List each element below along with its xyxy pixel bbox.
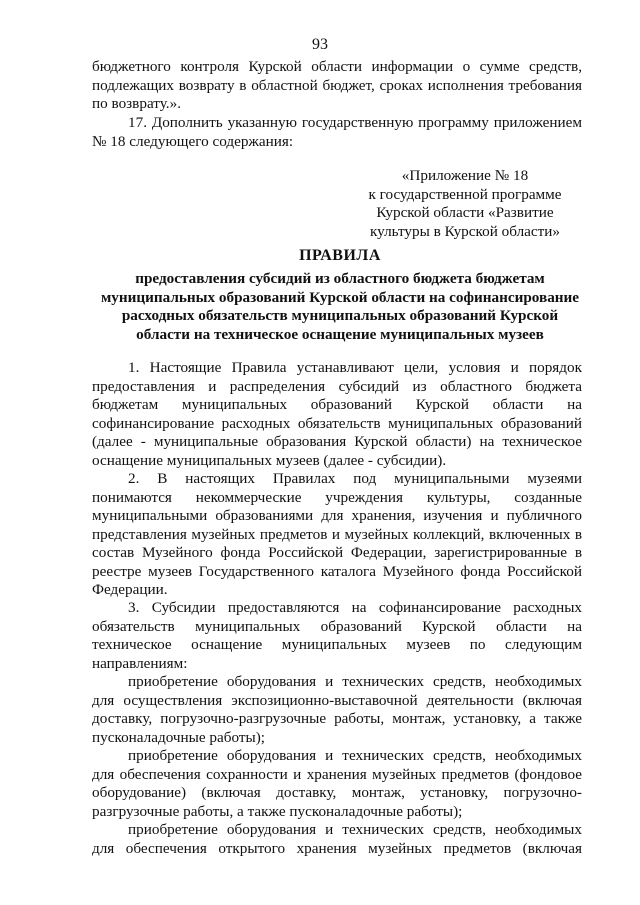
subtitle-line: предоставления субсидий из областного бюджета бюджетам	[135, 270, 545, 287]
paragraph-1	[92, 359, 582, 470]
text-line: понимаются некоммерческие учреждения культуры, созданные	[92, 488, 582, 506]
text-line: техническое оснащение муниципальных музеев по следующим	[92, 636, 582, 653]
text-line: приобретение оборудования и технических средств, необходимых	[128, 747, 582, 764]
text-line: приобретение оборудования и технических средств, необходимых	[128, 673, 582, 690]
text-line: 2. В настоящих Правилах под муниципальными музеями	[128, 470, 582, 487]
item-17-paragraph	[92, 114, 582, 151]
text-line: софинансирование расходных обязательств муниципальных образований	[92, 414, 582, 432]
appendix-line: Курской области «Развитие	[376, 204, 554, 221]
text-line: Федерации.	[92, 581, 168, 598]
subtitle-line: муниципальных образований Курской области на софинансирование	[100, 288, 580, 306]
appendix-line: «Приложение № 18	[401, 167, 529, 184]
text-line: бюджетного контроля Курской области информации о сумме средств,	[92, 58, 582, 75]
text-line: по возврату.».	[92, 95, 181, 112]
text-line: оснащение муниципальных музеев (далее - субсидии).	[92, 451, 447, 469]
intro-paragraph	[92, 58, 582, 114]
document-subtitle	[80, 270, 600, 344]
text-line: муниципальными образованиями для хранения, изучения и публичного	[92, 507, 582, 524]
text-line: реестре музеев Государственного каталога Музейного фонда Российской	[92, 562, 582, 580]
text-line: 17. Дополнить указанную государственную программу приложением	[128, 114, 582, 131]
text-line: пусконаладочные работы);	[92, 728, 265, 746]
text-line: разгрузочные работы, а также пусконаладочные работы);	[92, 802, 463, 820]
appendix-reference	[340, 167, 590, 241]
text-line: представления музейных предметов и музейных коллекций, включенных в	[92, 525, 582, 543]
appendix-line: к государственной программе	[368, 185, 562, 203]
page-number: 93	[312, 36, 328, 53]
text-line: подлежащих возврату в областной бюджет, сроках исполнения требования	[92, 76, 582, 94]
paragraph-2	[92, 470, 582, 600]
text-line: обязательств муниципальных образований Курской области на	[92, 617, 582, 635]
appendix-line: культуры в Курской области»	[369, 222, 560, 240]
text-line: для обеспечения сохранности и хранения музейных предметов (фондовое	[92, 765, 582, 783]
text-line: для осуществления экспозиционно-выставочной деятельности (включая	[92, 691, 582, 709]
subtitle-line: расходных обязательств муниципальных образований Курской	[121, 307, 559, 324]
paragraph-3	[92, 599, 582, 673]
text-line: бюджетам муниципальных образований Курской области на	[92, 396, 582, 413]
direction-3	[92, 821, 582, 858]
text-line: направлениям:	[92, 654, 188, 672]
text-line: приобретение оборудования и технических средств, необходимых	[128, 821, 582, 838]
document-title: ПРАВИЛА	[299, 247, 381, 264]
text-line: 3. Субсидии предоставляются на софинансирование расходных	[128, 599, 582, 616]
text-line: для обеспечения открытого хранения музейных предметов (включая	[92, 839, 582, 857]
text-line: (далее - муниципальные образования Курской области) на техническое	[92, 433, 582, 450]
direction-1	[92, 673, 582, 747]
text-line: 1. Настоящие Правила устанавливают цели, условия и порядок	[128, 359, 582, 376]
text-line: оборудование) (включая доставку, монтаж, установку, погрузочно-	[92, 784, 582, 801]
text-line: доставку, погрузочно-разгрузочные работы, монтаж, установку, а также	[92, 710, 582, 727]
direction-2	[92, 747, 582, 821]
subtitle-line: области на техническое оснащение муниципальных музеев	[136, 325, 544, 343]
text-line: предоставления и распределения субсидий из областного бюджета	[92, 377, 582, 395]
text-line: № 18 следующего содержания:	[92, 132, 294, 150]
text-line: состав Музейного фонда Российской Федерации, зарегистрированные в	[92, 544, 582, 561]
